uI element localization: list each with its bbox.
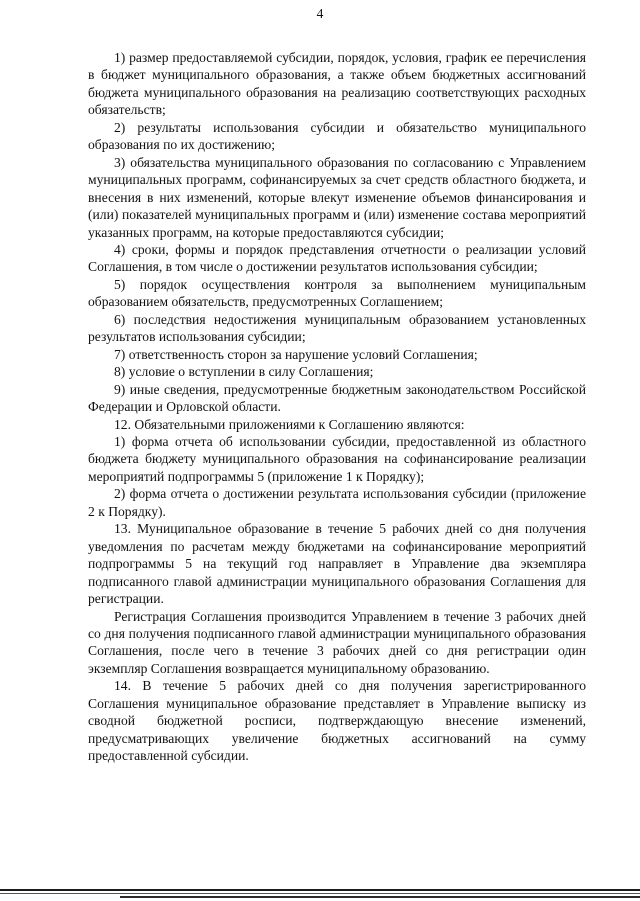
page-number: 4	[316, 6, 324, 21]
paragraph-item-3: 3) обязательства муниципального образования по согласованию с Управлением муниципальных программ, софинансируемых за счет средств областного бюджета, и внесения в них изменений, которые влекут изменение объемов финансирования и (или) показателей муниципальных программ и (или) изменение состава мероприятий указанных программ, на которые предоставляются субсидии;	[88, 154, 586, 240]
paragraph-item-4: 4) сроки, формы и порядок представления отчетности о реализации условий Соглашения, в том числе о достижении результатов использования субсидии;	[88, 241, 586, 275]
paragraph-appendix-1: 1) форма отчета об использовании субсидии, предоставленной из областного бюджета бюджету муниципального образования на софинансирование реализации мероприятий подпрограммы 5 (приложение 1 к Порядку);	[88, 433, 586, 484]
paragraph-item-2: 2) результаты использования субсидии и обязательство муниципального образования по их достижению;	[88, 119, 586, 153]
scan-edge-line	[120, 896, 640, 898]
paragraph-registration: Регистрация Соглашения производится Управлением в течение 3 рабочих дней со дня получения подписанного главой администрации муниципального образования Соглашения, после чего в течение 3 рабочих дней со дня регистрации один экземпляр Соглашения возвращается муниципальному образованию.	[88, 608, 586, 676]
scan-edge-line	[0, 889, 640, 891]
paragraph-item-6: 6) последствия недостижения муниципальным образованием установленных результатов использования субсидии;	[88, 311, 586, 345]
paragraph-section-14: 14. В течение 5 рабочих дней со дня получения зарегистрированного Соглашения муниципальное образование представляет в Управление выписку из сводной бюджетной росписи, подтверждающую внесение изменений, предусматривающих увеличение бюджетных ассигнований на сумму предоставленной субсидии.	[88, 678, 586, 764]
paragraph-item-9: 9) иные сведения, предусмотренные бюджетным законодательством Российской Федерации и Орловской области.	[88, 381, 586, 415]
paragraph-appendix-2: 2) форма отчета о достижении результата использования субсидии (приложение 2 к Порядку).	[88, 486, 586, 519]
document-body	[88, 49, 586, 765]
scan-edge-line	[0, 893, 640, 894]
paragraph-item-1: 1) размер предоставляемой субсидии, порядок, условия, график ее перечисления в бюджет муниципального образования, а также объем бюджетных ассигнований бюджета муниципального образования на реализацию соответствующих расходных обязательств;	[88, 50, 586, 118]
paragraph-item-5: 5) порядок осуществления контроля за выполнением муниципальным образованием обязательств, предусмотренных Соглашением;	[88, 276, 586, 310]
paragraph-item-7: 7) ответственность сторон за нарушение условий Соглашения;	[114, 346, 478, 362]
paragraph-section-12: 12. Обязательными приложениями к Соглашению являются:	[114, 416, 465, 432]
paragraph-section-13: 13. Муниципальное образование в течение 5 рабочих дней со дня получения уведомления по расчетам между бюджетами на софинансирование мероприятий подпрограммы 5 на текущий год направляет в Управление два экземпляра подписанного главой администрации муниципального образования Соглашения для регистрации.	[88, 521, 586, 607]
paragraph-item-8: 8) условие о вступлении в силу Соглашения;	[114, 364, 374, 380]
